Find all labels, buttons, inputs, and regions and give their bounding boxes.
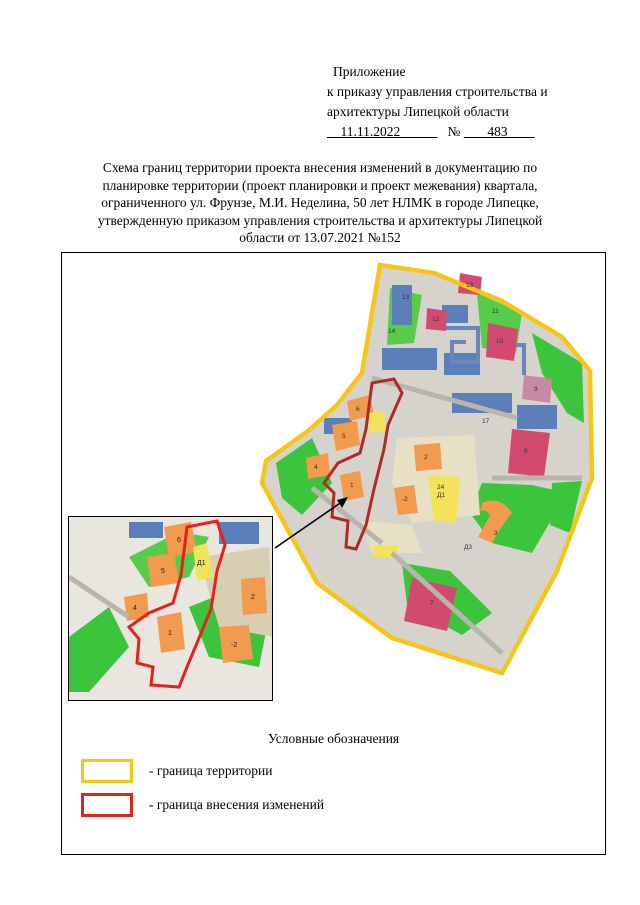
inset-map-svg <box>69 517 273 701</box>
inset-label-1: 1 <box>168 630 172 637</box>
legend-swatch-yellow <box>81 759 133 783</box>
map-label-d3: Д3 <box>464 544 473 551</box>
building-8 <box>508 429 550 477</box>
map-label-17: 17 <box>482 418 490 425</box>
legend-label-territory-boundary: - граница территории <box>149 763 273 778</box>
order-number: 483 <box>487 124 508 139</box>
order-date-number-line <box>327 122 617 142</box>
map-label-12: 12 <box>432 316 440 323</box>
map-label-11: 11 <box>492 308 499 315</box>
parking-lot <box>517 405 557 429</box>
appendix-line-3: архитектуры Липецкой области <box>327 104 509 119</box>
map-label-d1: Д1 <box>437 492 446 499</box>
order-date: 11.11.2022 <box>340 124 401 139</box>
parking-lot <box>392 285 412 325</box>
inset-label-minus-2: -2 <box>231 642 238 649</box>
inset-label-6: 6 <box>177 537 181 544</box>
scheme-frame <box>61 252 606 855</box>
appendix-header <box>327 62 617 142</box>
map-label-9: 9 <box>534 386 538 393</box>
legend-label-change-boundary: - граница внесения изменений <box>149 797 325 812</box>
document-title <box>62 159 578 247</box>
map-label-minus-2: -2 <box>402 496 408 503</box>
inset-label-5: 5 <box>161 568 165 575</box>
map-label-14: 14 <box>388 328 396 335</box>
map-label-4: 4 <box>314 464 318 471</box>
title-line-5: области от 13.07.2021 №152 <box>239 230 401 245</box>
title-line-4: утвержденную приказом управления строительства и архитектуры Липецкой <box>97 212 543 228</box>
inset-label-4: 4 <box>133 605 137 612</box>
map-label-13: 13 <box>402 294 410 301</box>
title-line-3: ограниченного ул. Фрунзе, М.И. Неделина, 50 лет НЛМК в городе Липецке, <box>101 195 539 210</box>
appendix-line-1: Приложение <box>333 64 406 79</box>
map-label-13b: 13 <box>466 282 474 289</box>
map-label-7: 7 <box>430 600 434 607</box>
map-label-10: 10 <box>496 338 504 345</box>
map-label-24: 24 <box>437 484 445 491</box>
map-label-2: 2 <box>424 454 428 461</box>
building-2 <box>414 443 442 471</box>
legend-swatch-red <box>81 793 133 817</box>
title-line-1: Схема границ территории проекта внесения изменений в документацию по <box>102 160 538 175</box>
inset-zoom-map <box>68 516 273 701</box>
inset-parking <box>129 522 163 538</box>
inset-label-2: 2 <box>251 594 255 601</box>
legend-title: Условные обозначения <box>267 731 400 746</box>
map-label-5: 5 <box>342 433 346 440</box>
building-d1 <box>368 411 386 433</box>
parking-lot <box>382 348 437 370</box>
appendix-line-2: к приказу управления строительства и <box>327 84 548 99</box>
map-label-8: 8 <box>524 448 528 455</box>
title-line-2: планировке территории (проект планировки и проект межевания) квартала, <box>102 177 538 193</box>
map-label-3: 3 <box>494 530 498 537</box>
order-number-label: № <box>447 124 461 139</box>
inset-label-d1: Д1 <box>197 560 206 567</box>
map-label-1: 1 <box>350 482 354 489</box>
map-label-6: 6 <box>356 406 360 413</box>
